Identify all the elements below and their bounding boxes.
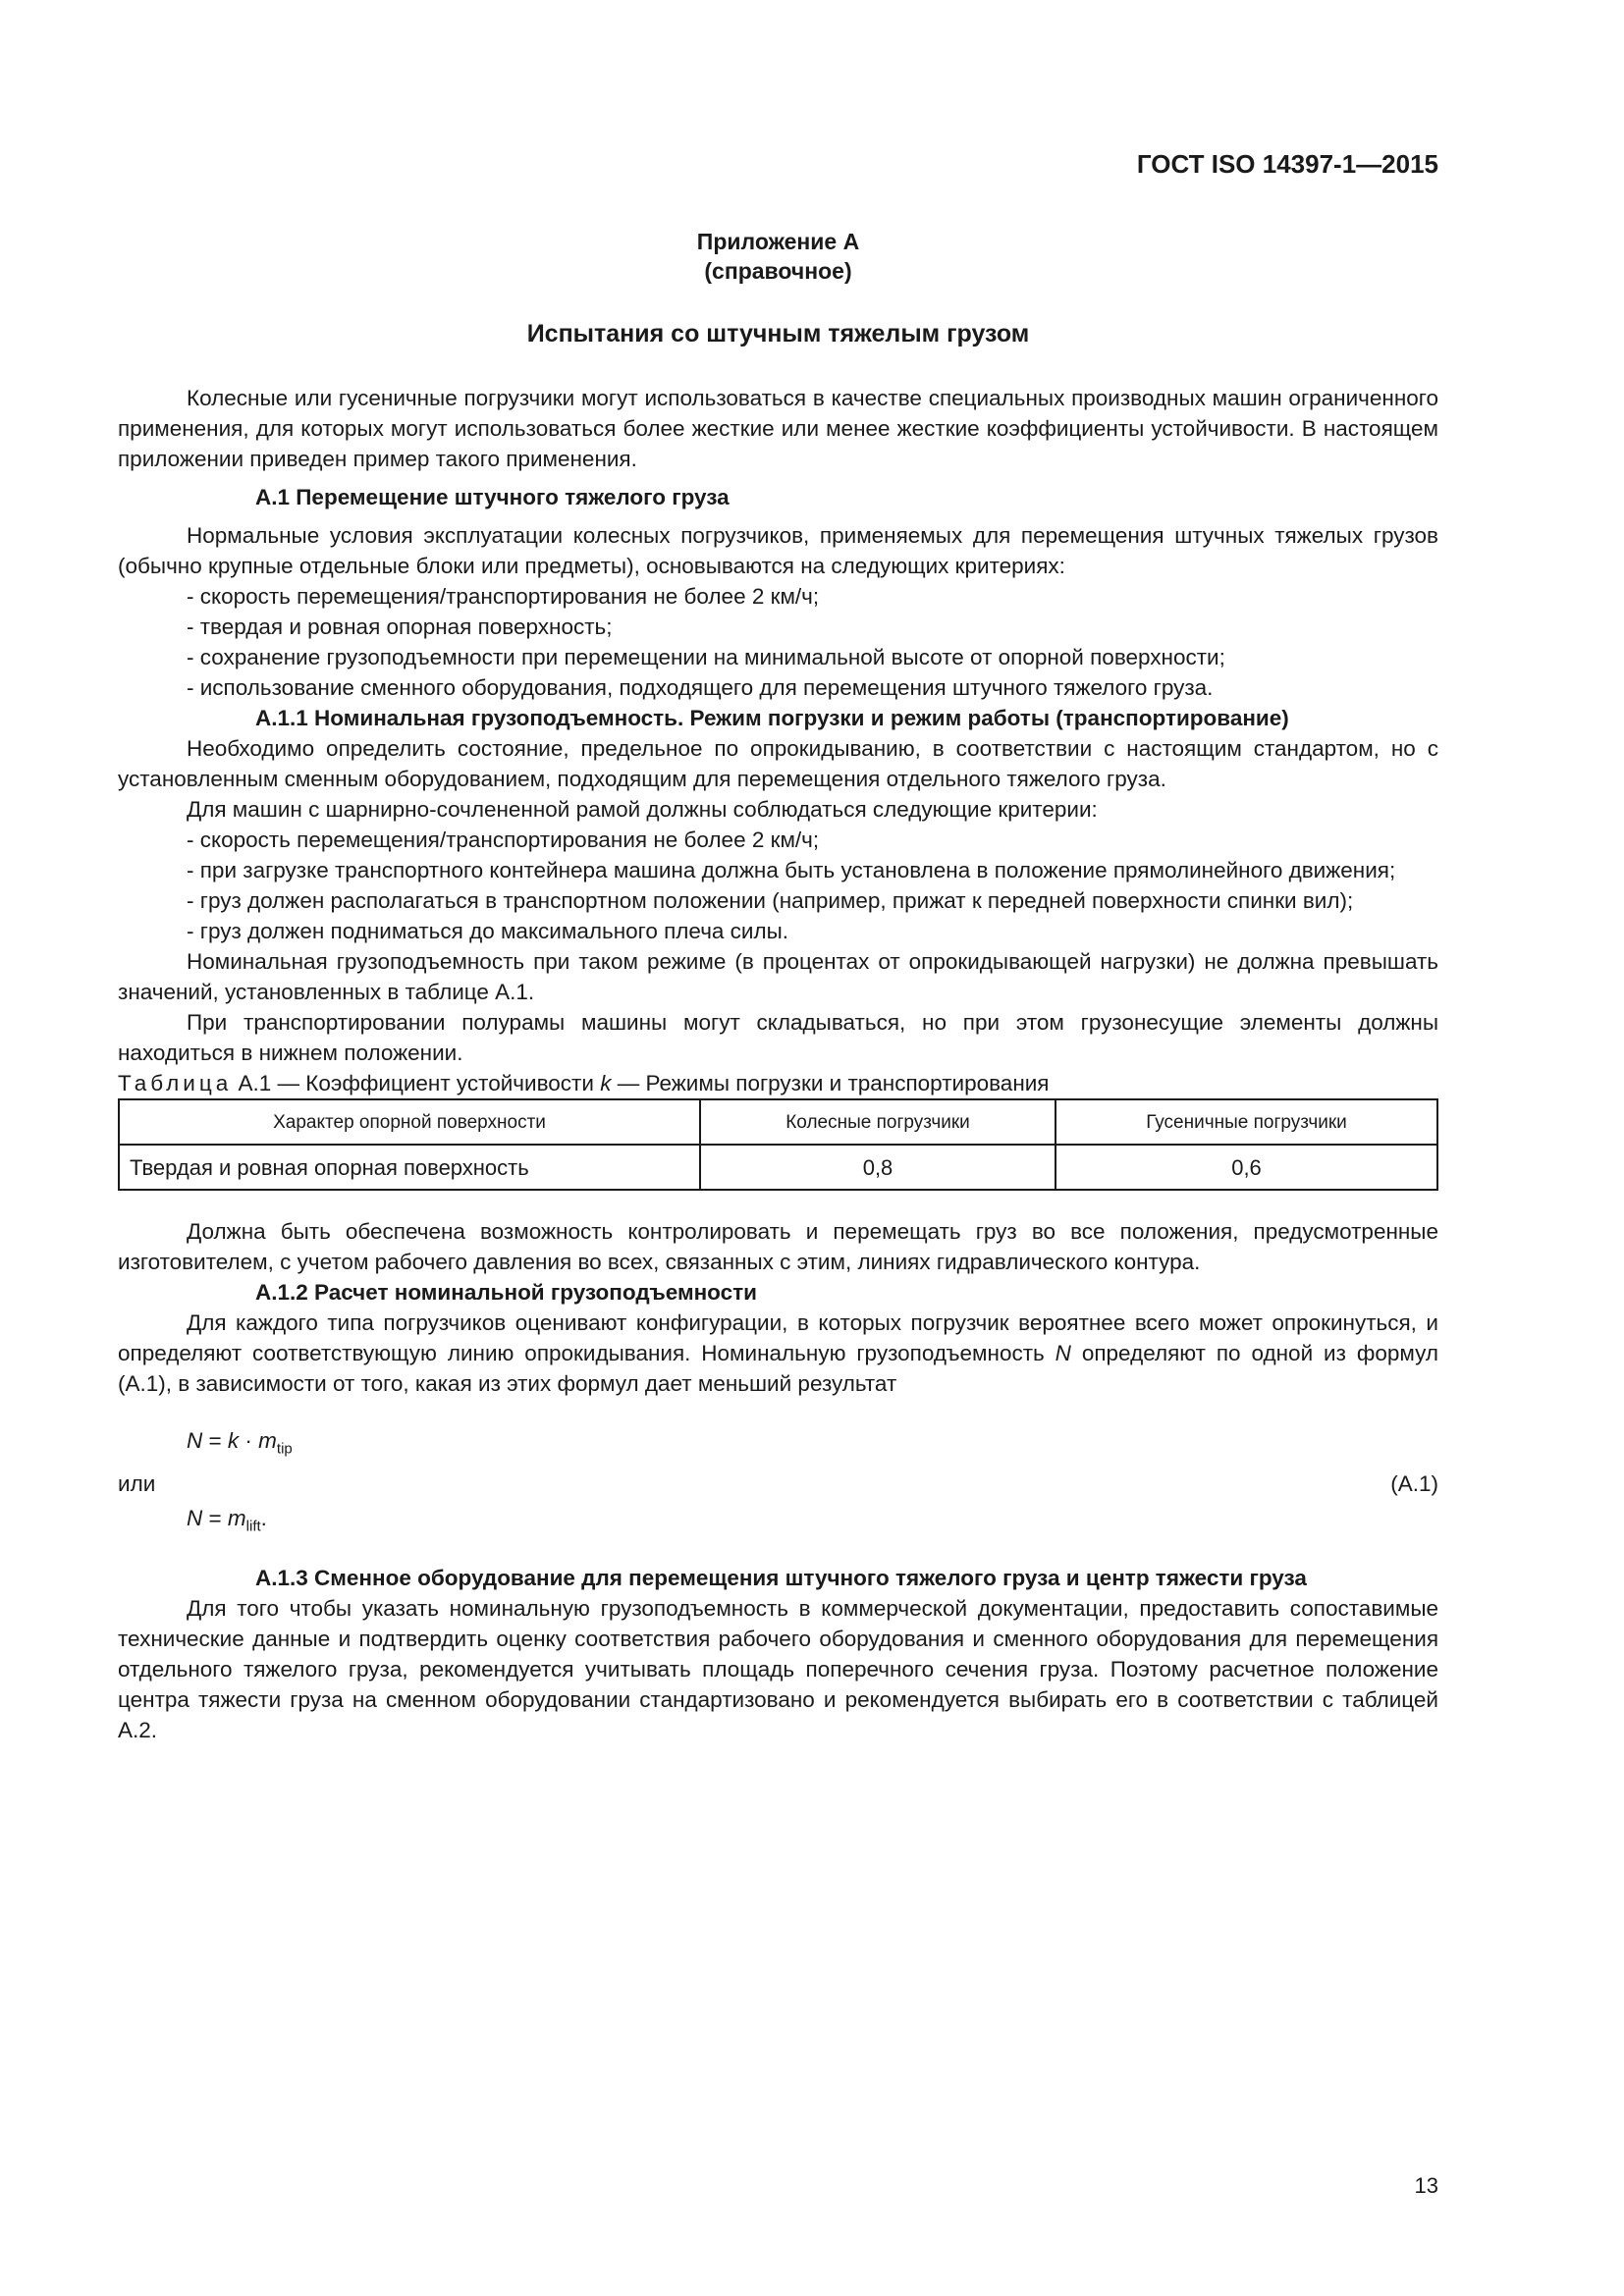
formula-subscript: tip <box>276 1440 293 1458</box>
formula-line-2 <box>118 1502 1438 1544</box>
section-a11-paragraph-4: При транспортировании полурамы машины могут складываться, но при этом грузонесущие элементы должны находиться в нижнем положении. <box>118 1010 1438 1065</box>
formula-variable: N <box>187 1428 203 1453</box>
table-cell: 0,6 <box>1056 1145 1437 1190</box>
table-header-cell: Колесные погрузчики <box>700 1099 1056 1145</box>
table-caption-label: Таблица <box>118 1071 233 1095</box>
a12-text-start: Для каждого типа погрузчиков оценивают конфигурации, в которых погрузчик вероятнее всего может опрокинуться, и определяют соответствующую линию опрокидывания. Номинальную грузоподъемность <box>118 1310 1438 1365</box>
table-cell: Твердая и ровная опорная поверхность <box>119 1145 700 1190</box>
section-a13-heading: А.1.3 Сменное оборудование для перемещения штучного тяжелого груза и центр тяжести груза <box>255 1566 1307 1590</box>
formula-variable: m <box>258 1428 277 1453</box>
intro-paragraph: Колесные или гусеничные погрузчики могут использоваться в качестве специальных производных машин ограниченного применения, для которых могут использоваться более жесткие или менее жесткие коэффициенты устойчивости. В настоящем приложении приведен пример такого применения. <box>118 386 1438 471</box>
list-item: - сохранение грузоподъемности при перемещении на минимальной высоте от опорной поверхности; <box>187 645 1225 669</box>
list-item: - твердая и ровная опорная поверхность; <box>187 614 613 639</box>
formula-or: или <box>118 1470 156 1496</box>
formula-period: . <box>260 1505 267 1530</box>
section-a1-heading: А.1 Перемещение штучного тяжелого груза <box>255 485 730 509</box>
section-a11-paragraph-2: Для машин с шарнирно-сочлененной рамой должны соблюдаться следующие критерии: <box>187 797 1098 822</box>
table-a1 <box>118 1098 1438 1191</box>
table-caption-rest: — Режимы погрузки и транспортирования <box>617 1071 1050 1095</box>
table-header-cell: Характер опорной поверхности <box>119 1099 700 1145</box>
after-table-paragraph: Должна быть обеспечена возможность контролировать и перемещать груз во все положения, предусмотренные изготовителем, с учетом рабочего давления во всех, связанных с этим, линиях гидравлического контура. <box>118 1219 1438 1274</box>
formula-operator: · <box>239 1428 259 1453</box>
formula-label: (А.1) <box>1390 1470 1438 1496</box>
formula-variable: m <box>227 1505 246 1530</box>
document-page <box>118 0 1438 2296</box>
list-item: - при загрузке транспортного контейнера машина должна быть установлена в положение прямолинейного движения; <box>187 858 1396 882</box>
table-a1-caption <box>118 1068 1438 1098</box>
section-a11-heading: А.1.1 Номинальная грузоподъемность. Режим погрузки и режим работы (транспортирование) <box>255 706 1289 730</box>
table-row <box>119 1145 1437 1190</box>
a12-text-end: определяют по одной из формул (А.1), в зависимости от того, какая из этих формул дает меньший результат <box>118 1341 1438 1396</box>
table-caption-number: А.1 — Коэффициент устойчивости <box>238 1071 594 1095</box>
formula-variable: N <box>187 1505 203 1530</box>
table-header-row <box>119 1099 1437 1145</box>
document-body <box>118 383 1438 1745</box>
a12-variable: N <box>1055 1341 1071 1365</box>
page-number: 13 <box>1414 2173 1438 2198</box>
formula-variable: k <box>227 1428 240 1453</box>
section-a12-heading: А.1.2 Расчет номинальной грузоподъемности <box>255 1280 757 1305</box>
appendix-main-title: Испытания со штучным тяжелым грузом <box>526 320 1030 347</box>
section-a11-paragraph-3: Номинальная грузоподъемность при таком режиме (в процентах от опрокидывающей нагрузки) не должна превышать значений, установленных в таблице А.1. <box>118 949 1438 1004</box>
section-a13-paragraph: Для того чтобы указать номинальную грузоподъемность в коммерческой документации, предоставить сопоставимые технические данные и подтвердить оценку соответствия рабочего оборудования и сменного оборудования для перемещения отдельного тяжелого груза, рекомендуется учитывать площадь поперечного сечения груза. Поэтому расчетное положение центра тяжести груза на сменном оборудовании стандартизовано и рекомендуется выбирать его в соответствии с таблицей А.2. <box>118 1596 1438 1742</box>
table-caption-variable: k <box>600 1071 612 1095</box>
formula-a1 <box>118 1424 1438 1543</box>
section-a1-paragraph: Нормальные условия эксплуатации колесных погрузчиков, применяемых для перемещения штучных тяжелых грузов (обычно крупные отдельные блоки или предметы), основываются на следующих критериях: <box>118 523 1438 578</box>
formula-operator: = <box>202 1428 228 1453</box>
appendix-title: Приложение А <box>696 229 860 254</box>
formula-or-row <box>118 1467 1438 1502</box>
table-header-cell: Гусеничные погрузчики <box>1056 1099 1437 1145</box>
list-item: - использование сменного оборудования, подходящего для перемещения штучного тяжелого груза. <box>187 675 1214 700</box>
appendix-type: (справочное) <box>704 258 852 284</box>
formula-line-1 <box>118 1424 1438 1467</box>
list-item: - скорость перемещения/транспортирования не более 2 км/ч; <box>187 828 820 852</box>
section-a11-paragraph-1: Необходимо определить состояние, предельное по опрокидыванию, в соответствии с настоящим стандартом, но с установленным сменным оборудованием, подходящим для перемещения отдельного тяжелого груза. <box>118 736 1438 791</box>
table-cell: 0,8 <box>700 1145 1056 1190</box>
document-code: ГОСТ ISO 14397-1—2015 <box>1136 149 1438 179</box>
formula-operator: = <box>202 1505 228 1530</box>
section-a12-paragraph <box>118 1308 1438 1399</box>
list-item: - скорость перемещения/транспортирования не более 2 км/ч; <box>187 584 820 609</box>
list-item: - груз должен располагаться в транспортном положении (например, прижат к передней поверхности спинки вил); <box>187 888 1354 913</box>
formula-subscript: lift <box>245 1518 261 1534</box>
list-item: - груз должен подниматься до максимального плеча силы. <box>187 919 789 943</box>
